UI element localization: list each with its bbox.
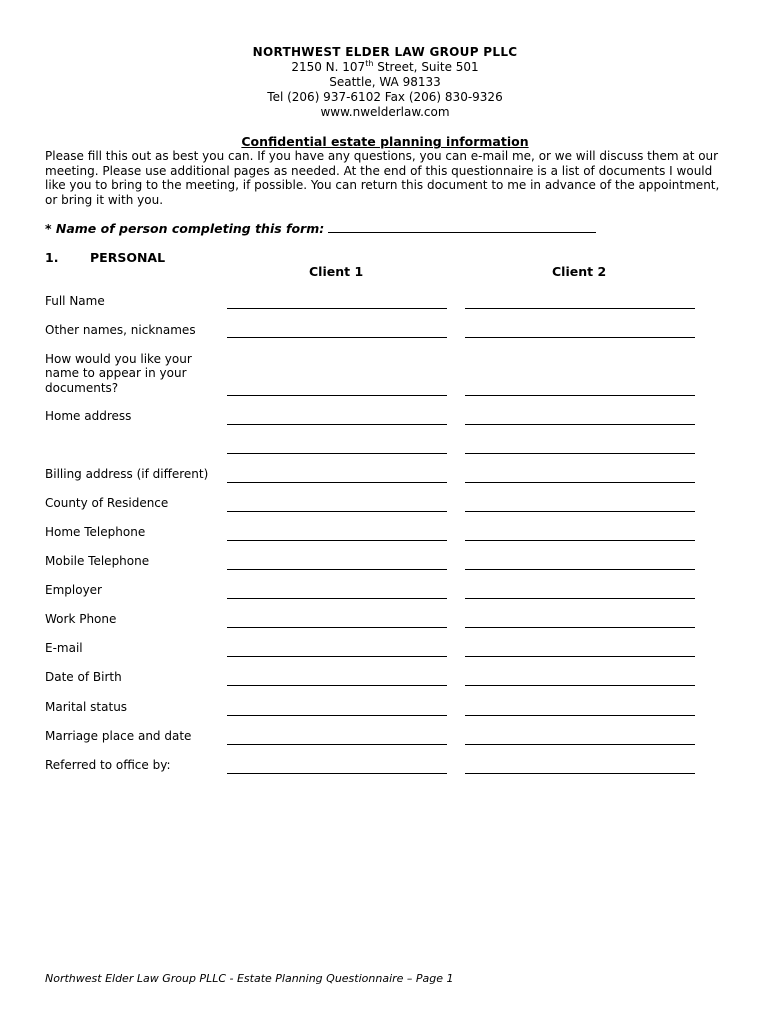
client-2-field[interactable] [465,453,695,454]
client-2-field[interactable] [465,424,695,425]
row-label: Referred to office by: [45,758,171,772]
client-2-field[interactable] [465,540,695,541]
letterhead [0,45,770,120]
row-label: County of Residence [45,496,169,510]
ordinal-suffix: th [365,59,374,68]
client-1-field[interactable] [227,715,447,716]
row-label: Date of Birth [45,670,122,684]
client-1-field[interactable] [227,308,447,309]
intro-paragraph: Please fill this out as best you can. If you have any questions, you can e-mail me, or we will discuss them at our meeting. Please use additional pages as needed. At the end of this questionnaire is a list of documents I would like you to bring to the meeting, if possible. You can return this document to me in advance of the appointment, or bring it with you. [45,149,720,207]
section-number: 1. [45,250,59,265]
client-2-field[interactable] [465,715,695,716]
name-prompt-label: * Name of person completing this form: [45,221,325,236]
client-1-field[interactable] [227,744,447,745]
client-1-field[interactable] [227,337,447,338]
client-2-field[interactable] [465,744,695,745]
street-number: 2150 N. 107 [291,60,366,74]
row-label: Other names, nicknames [45,323,196,337]
client-1-field[interactable] [227,511,447,512]
name-of-person-field[interactable] [328,221,596,233]
row-label: How would you like your name to appear in your documents? [45,352,192,395]
client-2-field[interactable] [465,627,695,628]
client-1-field[interactable] [227,453,447,454]
client-1-field[interactable] [227,540,447,541]
client-2-field[interactable] [465,482,695,483]
column-header-client-2: Client 2 [552,264,607,279]
column-header-client-1: Client 1 [309,264,364,279]
client-1-field[interactable] [227,424,447,425]
client-2-field[interactable] [465,337,695,338]
street-address [0,60,770,75]
client-1-field[interactable] [227,482,447,483]
client-2-field[interactable] [465,511,695,512]
row-label: Home address [45,409,132,423]
firm-name: NORTHWEST ELDER LAW GROUP PLLC [252,45,518,59]
section-heading [45,250,165,265]
page-footer: Northwest Elder Law Group PLLC - Estate Planning Questionnaire – Page 1 [45,972,454,985]
row-label: E-mail [45,641,83,655]
row-label: Billing address (if different) [45,467,209,481]
form-title: Confidential estate planning information [241,134,529,149]
client-1-field[interactable] [227,395,447,396]
row-label: Home Telephone [45,525,146,539]
row-label: Full Name [45,294,105,308]
name-of-person-completing [45,221,596,236]
section-title: PERSONAL [90,250,166,265]
client-2-field[interactable] [465,569,695,570]
client-1-field[interactable] [227,656,447,657]
client-2-field[interactable] [465,656,695,657]
client-2-field[interactable] [465,773,695,774]
client-2-field[interactable] [465,308,695,309]
client-1-field[interactable] [227,773,447,774]
website: www.nwelderlaw.com [320,105,450,119]
street-rest: Street, Suite 501 [373,60,479,74]
client-1-field[interactable] [227,569,447,570]
city-state-zip: Seattle, WA 98133 [329,75,441,89]
client-1-field[interactable] [227,627,447,628]
row-label: Marriage place and date [45,729,192,743]
client-2-field[interactable] [465,598,695,599]
client-2-field[interactable] [465,395,695,396]
row-label: Employer [45,583,102,597]
row-label: Marital status [45,700,128,714]
phone-fax: Tel (206) 937-6102 Fax (206) 830-9326 [267,90,503,104]
row-label: Work Phone [45,612,117,626]
client-1-field[interactable] [227,598,447,599]
client-1-field[interactable] [227,685,447,686]
row-label: Mobile Telephone [45,554,150,568]
client-2-field[interactable] [465,685,695,686]
